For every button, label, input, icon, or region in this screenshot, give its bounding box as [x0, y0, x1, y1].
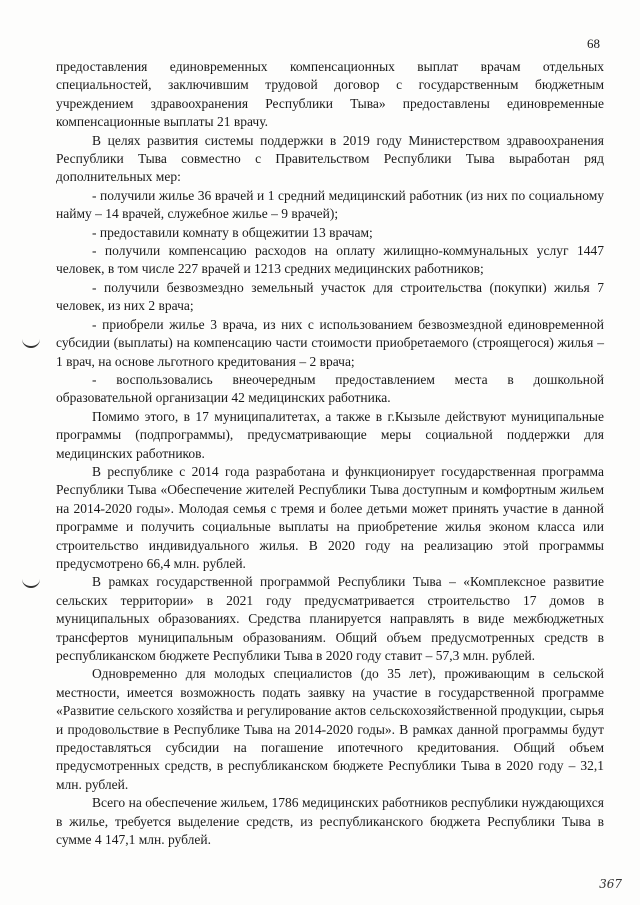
handwritten-page-mark: 367 [599, 877, 622, 891]
page-number: 68 [587, 36, 600, 51]
paragraph: В рамках государственной программой Республики Тыва – «Комплексное развитие сельских территории» в 2021 году предусматривается строительство 17 домов в муниципальных образованиях. Средства планируется направлять в виде межбюджетных трансфертов муниципальным образованиям. Общий объем предусмотренных средств в республиканском бюджете Республики Тыва в 2020 году ставит – 57,3 млн. рублей. [56, 574, 604, 663]
paragraph: предоставления единовременных компенсационных выплат врачам отдельных специальностей, заключившим трудовой договор с государственным бюджетным учреждением здравоохранения Республики Тыва» предоставлены единовременные компенсационные выплаты 21 врачу. [56, 59, 604, 130]
paragraph: В республике с 2014 года разработана и функционирует государственная программа Республики Тыва «Обеспечение жителей Республики Тыва доступным и комфортным жильем на 2014-2020 годы». Молодая семья с тремя и более детьми может принять участие в данной программе и получить социальные выплаты на приобретение жилья эконом класса или строительство индивидуального жилья. В 2020 году на реализацию этой программы предусмотрено 66,4 млн. рублей. [56, 463, 604, 571]
margin-bracket-mark [22, 578, 40, 588]
paragraph: Помимо этого, в 17 муниципалитетах, а также в г.Кызыле действуют муниципальные программы (подпрограммы), предусматривающие меры социальной поддержки для медицинских работников. [56, 408, 604, 461]
list-item: - воспользовались внеочередным предоставлением места в дошкольной образовательной организации 42 медицинских работника. [56, 371, 604, 406]
document-body [56, 58, 604, 849]
list-item: - получили компенсацию расходов на оплату жилищно-коммунальных услуг 1447 человек, в том числе 227 врачей и 1213 средних медицинских работников; [56, 243, 604, 277]
paragraph: Одновременно для молодых специалистов (до 35 лет), проживающим в сельской местности, имеется возможность подать заявку на участие в государственной программе «Развитие сельского хозяйства и регулирование актов сельскохозяйственной продукции, сырья и продовольствие в Республике Тыва на 2014-2020 годы». В рамках данной программы будут предоставляться субсидии на погашение ипотечного кредитования. Общий объем предусмотренных средств, в республиканском бюджете Республики Тыва в 2020 году – 32,1 млн. рублей. [56, 666, 604, 792]
list-item: - получили жилье 36 врачей и 1 средний медицинский работник (из них по социальному найму – 14 врачей, служебное жилье – 9 врачей); [56, 187, 604, 222]
list-item: - получили безвозмездно земельный участок для строительства (покупки) жилья 7 человек, из них 2 врача; [56, 279, 604, 314]
list-item: - предоставили комнату в общежитии 13 врачам; [92, 224, 373, 240]
list-item: - приобрели жилье 3 врача, из них с использованием безвозмездной единовременной субсидии (выплаты) на компенсацию части стоимости приобретаемого (строящегося) жилья – 1 врач, на основе льготного кредитования – 2 врача; [56, 316, 604, 369]
margin-bracket-mark [22, 338, 40, 348]
paragraph: Всего на обеспечение жильем, 1786 медицинских работников республики нуждающихся в жилье, требуется выделение средств, из республиканского бюджета Республики Тыва в сумме 4 147,1 млн. рублей. [56, 795, 604, 848]
paragraph: В целях развития системы поддержки в 2019 году Министерством здравоохранения Республики Тыва совместно с Правительством Республики Тыва выработан ряд дополнительных мер: [56, 132, 604, 185]
